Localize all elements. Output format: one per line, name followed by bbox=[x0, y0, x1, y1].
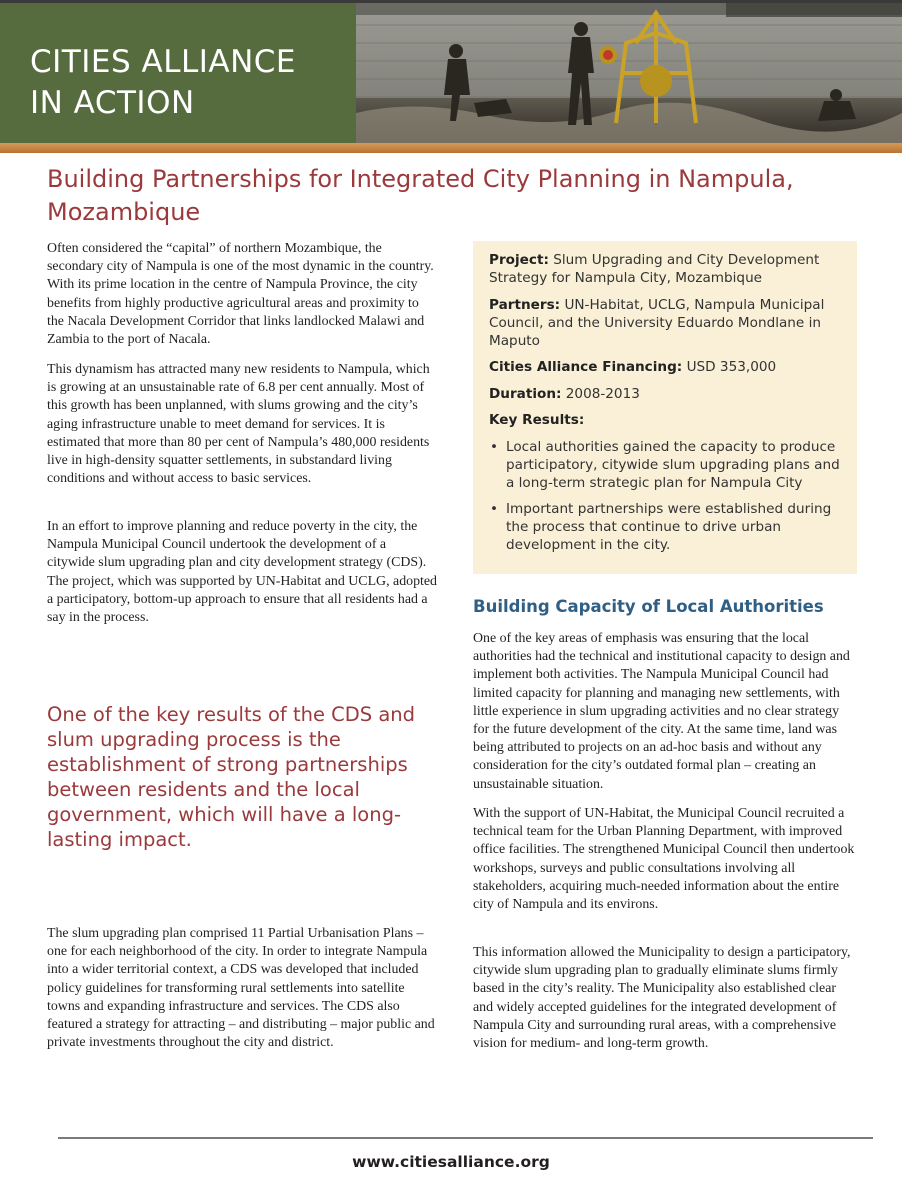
right-paragraph-3: This information allowed the Municipality to design a participatory, citywide slum upgrading plan to gradually eliminate slums firmly based in the city’s reality. The Municipality also established clear and widely accepted guidelines for the integrated development of Nampula City and surrounding rural areas, with a comprehensive vision for medium- and long-term growth. bbox=[473, 945, 851, 1052]
banner-photo bbox=[356, 3, 902, 143]
pull-quote: One of the key results of the CDS and slum upgrading process is the establishment of strong partnerships between residents and the local government, which will have a long-lasting impact. bbox=[47, 703, 416, 851]
duration-row bbox=[489, 385, 843, 403]
construction-photo-illustration bbox=[356, 3, 902, 143]
key-results-label: Key Results: bbox=[489, 412, 585, 428]
banner-title-line1: CITIES ALLIANCE bbox=[30, 44, 297, 80]
right-paragraph-1: One of the key areas of emphasis was ensuring that the local authorities had the technical and institutional capacity to design and implement both activities. The Nampula Municipal Council had limited capacity for planning and managing new settlements, with little experience in slum upgrading activities and no clear strategy for the future development of the city. At the same time, land was being attributed to projects on an ad-hoc basis and without any consideration for the city’s outdated formal plan – creating an unsustainable situation. bbox=[473, 631, 850, 792]
financing-label: Cities Alliance Financing: bbox=[489, 359, 683, 375]
duration-value: 2008-2013 bbox=[565, 385, 640, 402]
project-value: Slum Upgrading and City Development Strategy for Nampula City, Mozambique bbox=[489, 252, 820, 286]
partners-label: Partners: bbox=[489, 296, 561, 313]
right-paragraph-2: With the support of UN-Habitat, the Municipal Council recruited a technical team for the Urban Planning Department, with improved office facilities. The strengthened Municipal Council then undertook workshops, surveys and public consultations involving all stakeholders, acquiring much-needed information about the entire city of Nampula and its environs. bbox=[473, 806, 855, 913]
footer-url: www.citiesalliance.org bbox=[352, 1153, 550, 1171]
duration-label: Duration: bbox=[489, 385, 562, 402]
partners-value: UN-Habitat, UCLG, Nampula Municipal Council, and the University Eduardo Mondlane in Maputo bbox=[489, 296, 825, 349]
financing-row bbox=[489, 358, 843, 376]
page-title: Building Partnerships for Integrated City Planning in Nampula, Mozambique bbox=[47, 165, 794, 226]
financing-value: USD 353,000 bbox=[686, 359, 777, 375]
key-results-row bbox=[489, 411, 843, 429]
project-info-box bbox=[473, 241, 857, 574]
project-label: Project: bbox=[489, 252, 549, 268]
banner-title bbox=[30, 42, 350, 124]
left-paragraph-1: Often considered the “capital” of northern Mozambique, the secondary city of Nampula is one of the most dynamic in the country. With its prime location in the centre of Nampula Province, the city benefits from highly productive agricultural areas and proximity to the Nacala Development Corridor that links landlocked Malawi and Zambia to the port of Nacala. bbox=[47, 241, 434, 348]
banner-title-line2: IN ACTION bbox=[30, 85, 195, 121]
footer-rule bbox=[58, 1137, 873, 1139]
key-result-item: • Important partnerships were established during the process that continue to drive urban development in the city. bbox=[489, 500, 843, 554]
key-results-list bbox=[489, 438, 843, 554]
orange-divider-bar bbox=[0, 143, 902, 153]
left-paragraph-3: In an effort to improve planning and reduce poverty in the city, the Nampula Municipal Council undertook the development of a citywide slum upgrading plan and city development strategy (CDS). The project, which was supported by UN-Habitat and UCLG, adopted a participatory, bottom-up approach to ensure that all residents had a say in the process. bbox=[47, 519, 437, 626]
section-heading: Building Capacity of Local Authorities bbox=[473, 597, 824, 616]
left-paragraph-2: This dynamism has attracted many new residents to Nampula, which is growing at an unsustainable rate of 6.8 per cent annually. Most of this growth has been unplanned, with slums growing and the city’s aging infrastructure unable to meet demand for services. It is estimated that more than 80 per cent of Nampula’s 480,000 residents live in high-density squatter settlements, in substandard living conditions and without access to basic services. bbox=[47, 362, 430, 487]
key-result-item: • Local authorities gained the capacity to produce participatory, citywide slum upgrading plans and a long-term strategic plan for Nampula City bbox=[489, 438, 843, 492]
partners-row bbox=[489, 296, 843, 350]
project-row bbox=[489, 251, 843, 287]
left-paragraph-4: The slum upgrading plan comprised 11 Partial Urbanisation Plans – one for each neighborhood of the city. In order to integrate Nampula into a wider territorial context, a CDS was developed that included policy guidelines for transforming rural settlements into satellite towns and expanding infrastructure and services. The CDS also featured a strategy for attracting – and distributing – major public and private investments throughout the city and district. bbox=[47, 926, 435, 1051]
